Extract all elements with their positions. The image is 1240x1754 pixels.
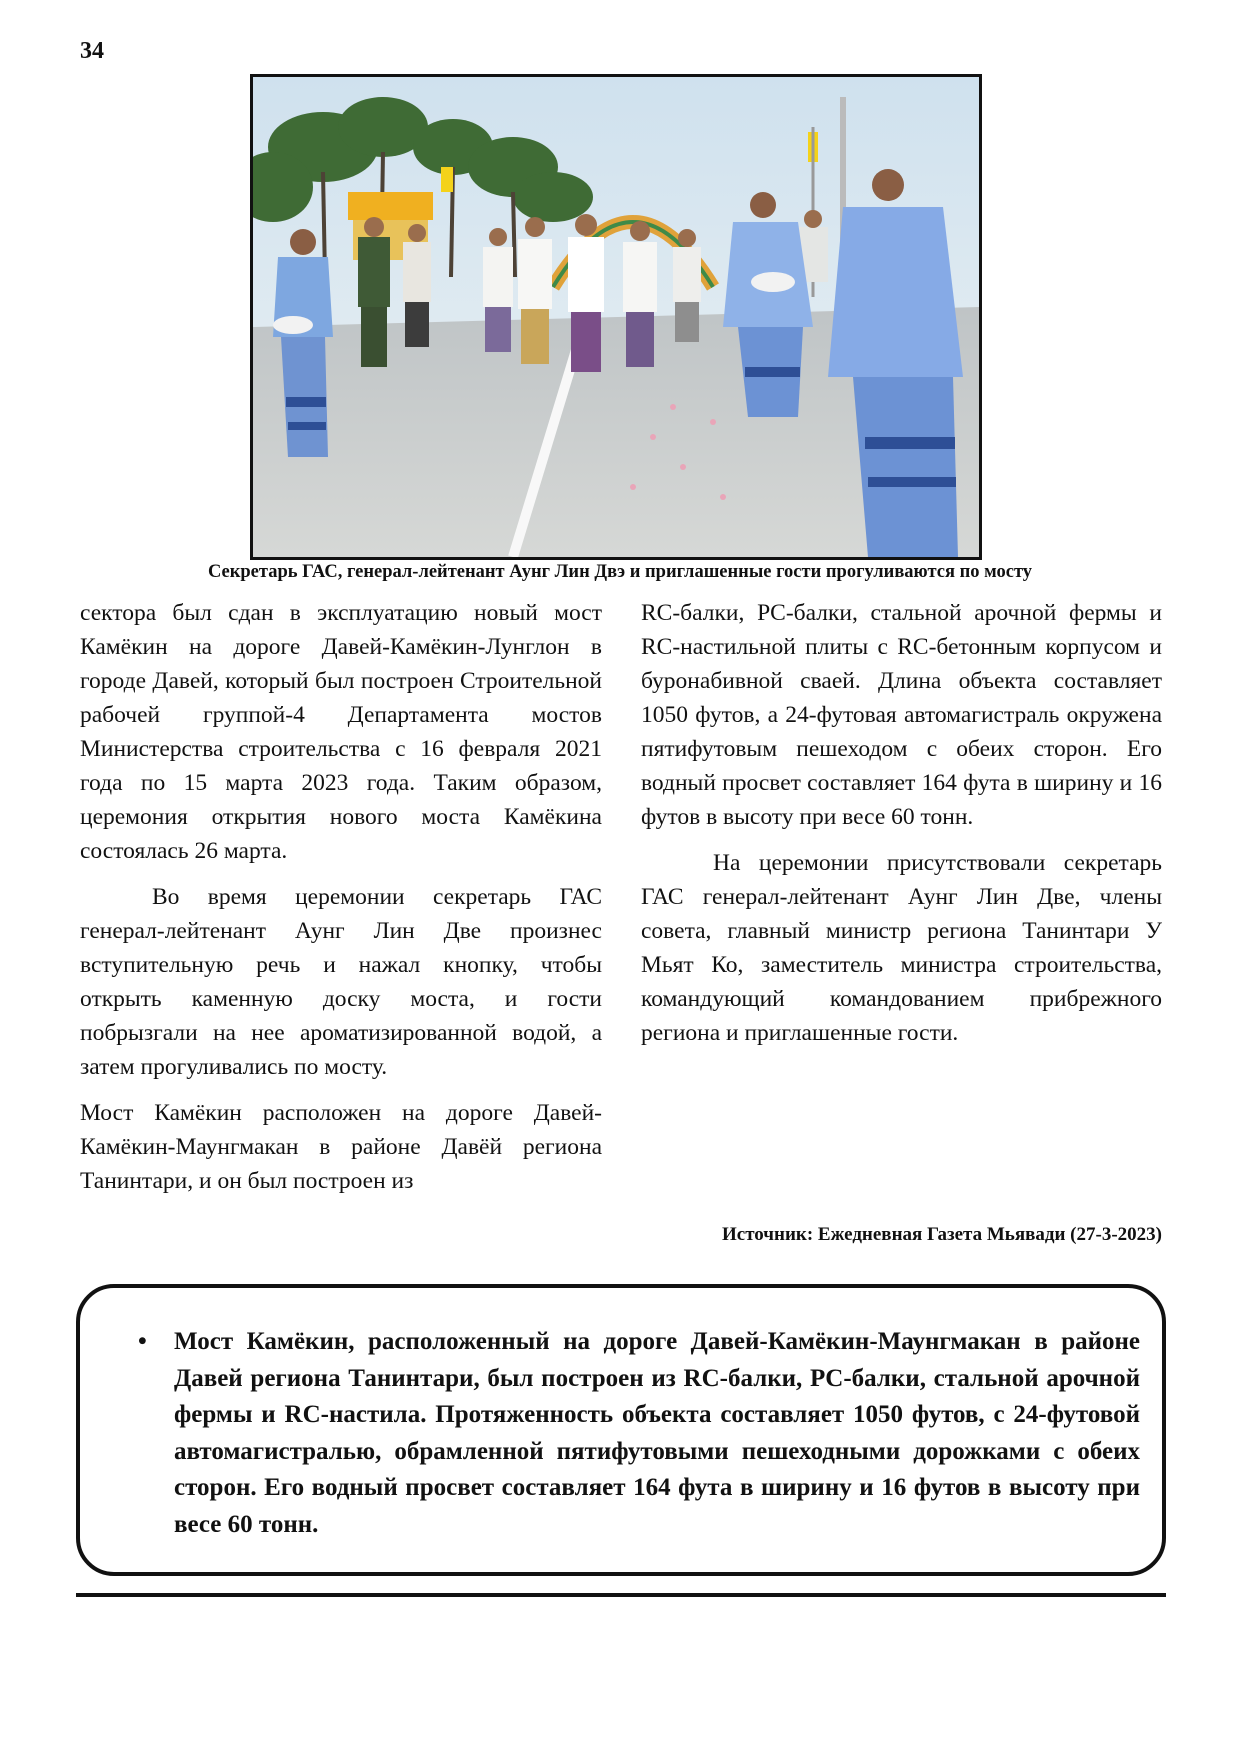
article-paragraph: сектора был сдан в эксплуатацию новый мост Камёкин на дороге Давей-Камёкин-Лунглон в городе Давей, который был построен Строительной рабочей группой-4 Департамента мостов Министерства строительства с 16 февраля 2021 года по 15 марта 2023 года. Таким образом, церемония открытия нового моста Камёкина состоялась 26 марта. (80, 600, 602, 864)
summary-text: Мост Камёкин, расположенный на дороге Давей-Камёкин-Маунгмакан в районе Давей региона Танинтари, был построен из RC-балки, PC-балки, стальной арочной фермы и RC-настила. Протяженность объекта составляет 1050 футов, с 24-футовой автомагистралью, обрамленной пятифутовыми пешеходными дорожками с обеих сторон. Его водный просвет составляет 164 фута в ширину и 16 футов в высоту при весе 60 тонн. (174, 1328, 1140, 1538)
news-photo (250, 74, 982, 560)
page-number: 34 (80, 38, 104, 64)
summary-list (140, 1324, 1140, 1543)
summary-box (76, 1284, 1166, 1576)
summary-item (140, 1324, 1140, 1543)
article-paragraph: На церемонии присутствовали секретарь ГАС генерал-лейтенант Аунг Лин Две, члены совета, главный министр региона Танинтари У Мьят Ко, заместитель министра строительства, командующий командованием прибрежного региона и приглашенные гости. (641, 850, 1162, 1046)
photo-caption: Секретарь ГАС, генерал-лейтенант Аунг Лин Двэ и приглашенные гости прогуливаются по мосту (207, 562, 1033, 582)
people-walking-on-bridge-photo (253, 77, 979, 557)
source-citation: Источник: Ежедневная Газета Мьявади (27-3-2023) (722, 1224, 1162, 1245)
article-paragraph: Мост Камёкин расположен на дороге Давей-Камёкин-Маунгмакан в районе Давёй региона Танинтари, и он был построен из (80, 1100, 602, 1194)
bottom-divider (76, 1593, 1166, 1597)
bullet-icon: • (138, 1328, 147, 1355)
article-paragraph: Во время церемонии секретарь ГАС генерал-лейтенант Аунг Лин Две произнес вступительную речь и нажал кнопку, чтобы открыть каменную доску моста, и гости побрызгали на нее ароматизированной водой, а затем прогуливались по мосту. (80, 884, 602, 1080)
article-paragraph: RC-балки, PC-балки, стальной арочной фермы и RC-настильной плиты с RC-бетонным корпусом и буронабивной сваей. Длина объекта составляет 1050 футов, а 24-футовая автомагистраль окружена пятифутовым пешеходом с обеих сторон. Его водный просвет составляет 164 фута в ширину и 16 футов в высоту при весе 60 тонн. (641, 600, 1162, 830)
article-left-column (80, 596, 602, 1210)
article-right-column (641, 596, 1162, 1062)
